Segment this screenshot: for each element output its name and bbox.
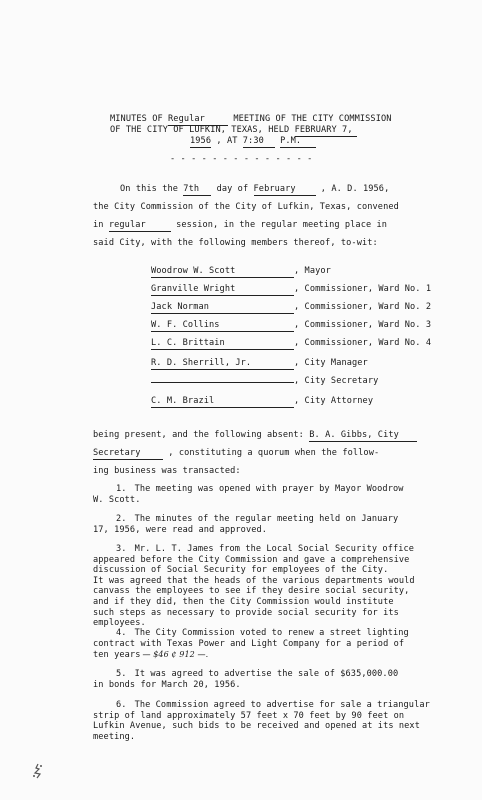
item-text: It was agreed to advertise the sale of $635,000.00: [134, 669, 399, 679]
intro-line-2: the City Commission of the City of Lufkin, Texas, convened: [93, 202, 399, 212]
intro-year: , A. D. 1956,: [320, 184, 390, 194]
item-number: 5.: [116, 669, 127, 679]
quorum-line-1: [93, 430, 417, 442]
intro-month: February: [254, 184, 316, 196]
item-text: The Commission agreed to advertise for sale a triangular: [134, 700, 430, 710]
item-number: 3.: [116, 544, 127, 554]
item-first-line: [116, 628, 409, 639]
item-line: W. Scott.: [93, 494, 141, 505]
member-name: R. D. Sherrill, Jr.: [151, 358, 294, 370]
item-line: Lufkin Avenue, such bids to be received and opened at its next: [93, 721, 420, 732]
header-divider: - - - - - - - - - - - - - -: [170, 154, 313, 164]
item-number: 1.: [116, 484, 127, 494]
quorum-present: being present, and the following absent:: [93, 430, 304, 440]
item-line: employees.: [93, 618, 146, 629]
item-line: meeting.: [93, 731, 136, 742]
member-row: [151, 358, 368, 370]
handwritten-note: — $46 ¢ 912 —.: [142, 650, 209, 660]
member-name: L. C. Brittain: [151, 338, 294, 350]
member-title: , Mayor: [294, 266, 331, 276]
member-name: Jack Norman: [151, 302, 294, 314]
member-title: , Commissioner, Ward No. 1: [294, 284, 432, 294]
item-text: The meeting was opened with prayer by Mayor Woodrow: [134, 484, 404, 494]
item-number: 2.: [116, 514, 127, 524]
held-date: FEBRUARY 7,: [295, 125, 357, 137]
member-row: [151, 302, 431, 314]
intro-line-3: [93, 220, 387, 232]
member-title: , City Attorney: [294, 396, 374, 406]
member-row: [151, 284, 431, 296]
member-row: [151, 266, 331, 278]
intro-day-of: day of: [216, 184, 249, 194]
item-number: 4.: [116, 628, 127, 638]
item-first-line: [116, 484, 404, 495]
item-number: 6.: [116, 700, 127, 710]
member-row: [151, 320, 431, 332]
meeting-type: Regular: [168, 114, 228, 126]
header-meeting-of: MEETING OF THE CITY COMMISSION: [233, 114, 392, 124]
item-line: canvass the employees to see if they desire social security,: [93, 586, 410, 597]
item-text: ten years: [93, 650, 141, 661]
quorum-absent-name: B. A. Gibbs, City: [309, 430, 417, 442]
item-line: such steps as necessary to provide social security for its: [93, 607, 399, 618]
held-ampm: P.M.: [280, 136, 316, 148]
item-line: and if they did, then the City Commission would institute: [93, 597, 394, 607]
stamp-mark: [30, 762, 46, 782]
item-text: Mr. L. T. James from the Local Social Security office: [134, 544, 415, 554]
item-line: contract with Texas Power and Light Company for a period of: [93, 638, 405, 649]
session-type: regular: [109, 220, 171, 232]
quorum-constituting: , constituting a quorum when the follow-: [168, 448, 380, 458]
item-first-line: [116, 669, 398, 680]
item-text: The City Commission voted to renew a street lighting: [134, 628, 409, 638]
member-row: [151, 396, 373, 408]
header-at: , AT: [216, 136, 238, 146]
item-line: [93, 649, 208, 661]
intro-day: 7th: [183, 184, 211, 196]
item-line: It was agreed that the heads of the various departments would: [93, 575, 415, 586]
quorum-line-2: [93, 448, 379, 460]
held-time: 7:30: [243, 136, 275, 148]
quorum-absent-title: Secretary: [93, 448, 163, 460]
quorum-line-3: ing business was transacted:: [93, 466, 241, 476]
member-name: [151, 382, 294, 383]
member-title: , City Secretary: [294, 376, 379, 386]
member-name: W. F. Collins: [151, 320, 294, 332]
member-name: C. M. Brazil: [151, 396, 294, 408]
item-line: 17, 1956, were read and approved.: [93, 524, 268, 535]
intro-on-this: On this the: [120, 184, 179, 194]
member-title: , Commissioner, Ward No. 2: [294, 302, 432, 312]
member-row: [151, 376, 378, 387]
header-minutes-of: MINUTES OF: [110, 114, 163, 124]
item-line: appeared before the City Commission and gave a comprehensive: [93, 554, 410, 565]
member-title: , Commissioner, Ward No. 4: [294, 338, 432, 348]
intro-in: in: [93, 220, 104, 230]
item-first-line: [116, 514, 398, 525]
member-title: , City Manager: [294, 358, 368, 368]
intro-session: session, in the regular meeting place in: [176, 220, 388, 230]
intro-line-4: said City, with the following members thereof, to-wit:: [93, 238, 378, 248]
member-title: , Commissioner, Ward No. 3: [294, 320, 432, 330]
held-year: 1956: [190, 136, 212, 146]
member-name: Woodrow W. Scott: [151, 266, 294, 278]
stamp-icon: [30, 762, 46, 780]
item-line: in bonds for March 20, 1956.: [93, 679, 241, 690]
intro-line-1: [120, 184, 389, 196]
header-line-3: [190, 136, 316, 148]
item-text: The minutes of the regular meeting held on January: [134, 514, 399, 524]
item-line: strip of land approximately 57 feet x 70 feet by 90 feet on: [93, 710, 405, 721]
member-row: [151, 338, 431, 350]
item-first-line: [116, 700, 430, 711]
item-line: discussion of Social Security for employees of the City.: [93, 565, 389, 576]
member-name: Granville Wright: [151, 284, 294, 296]
item-first-line: [116, 544, 414, 555]
header-city-of: OF THE CITY OF LUFKIN, TEXAS, HELD: [110, 125, 290, 135]
